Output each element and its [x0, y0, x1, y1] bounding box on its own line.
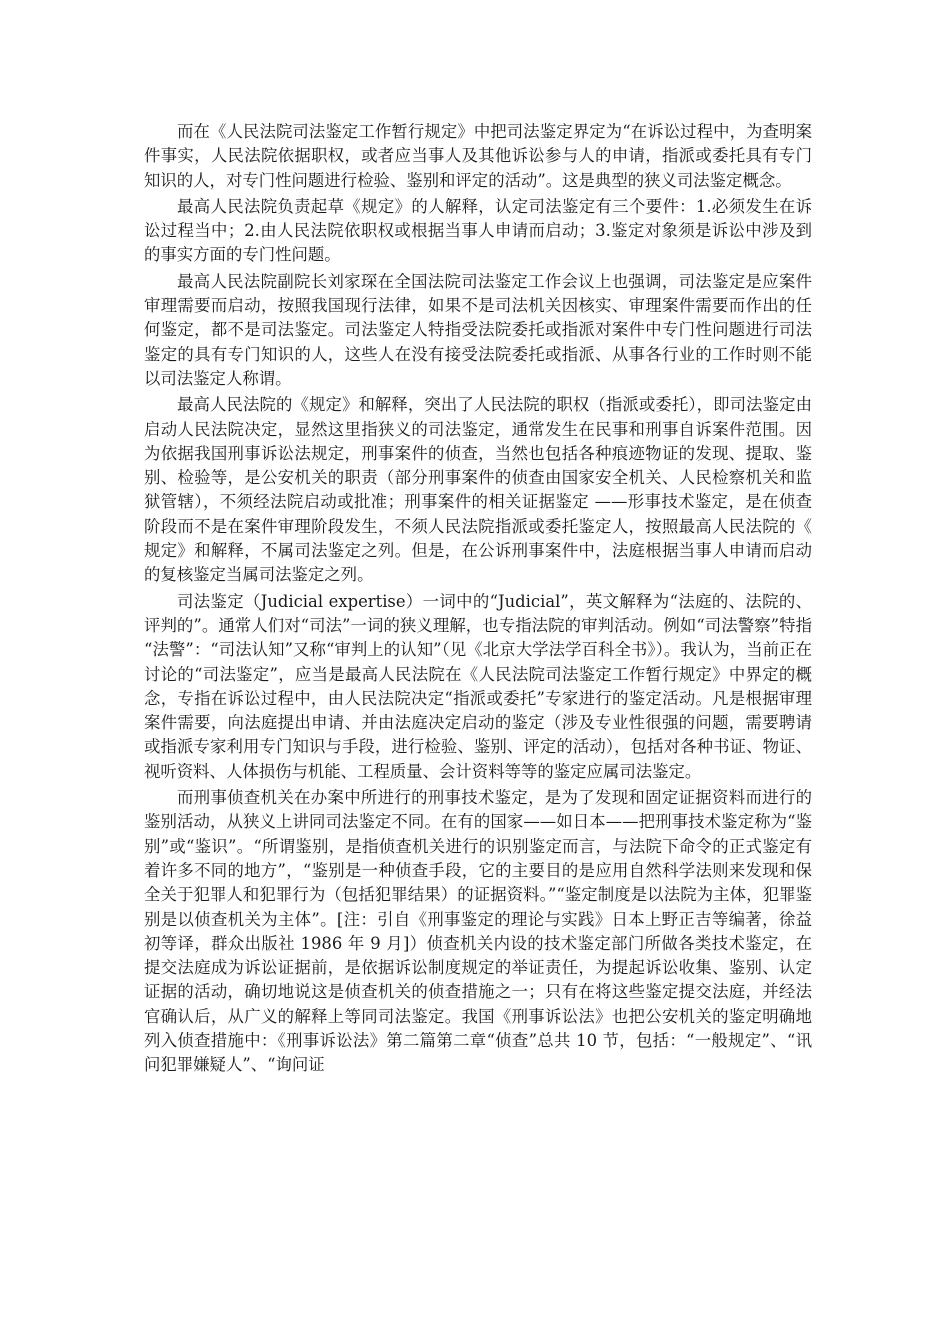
paragraph-5: 司法鉴定（Judicial expertise）一词中的“Judicial”，英文解释为“法庭的、法院的、评判的”。通常人们对“司法”一词的狭义理解，也专指法院的审判活动。例如“司法警察”特指“法警”：“司法认知”又称“审判上的认知”（见《北京大学法学百科全书》）。我认为，当前正在讨论的“司法鉴定”，应当是最高人民法院在《人民法院司法鉴定工作暂行规定》中界定的概念，专指在诉讼过程中，由人民法院决定“指派或委托”专家进行的鉴定活动。凡是根据审理案件需要，向法庭提出申请、并由法庭决定启动的鉴定（涉及专业性很强的问题，需要聘请或指派专家利用专门知识与手段，进行检验、鉴别、评定的活动），包括对各种书证、物证、视听资料、人体损伤与机能、工程质量、会计资料等等的鉴定应属司法鉴定。 — [144, 591, 812, 781]
paragraph-6: 而刑事侦查机关在办案中所进行的刑事技术鉴定，是为了发现和固定证据资料而进行的鉴别活动，从狭义上讲同司法鉴定不同。在有的国家——如日本——把刑事技术鉴定称为“鉴别”或“鉴识”。“所谓鉴别，是指侦查机关进行的识别鉴定而言，与法院下命令的正式鉴定有着许多不同的地方”，“鉴别是一种侦查手段，它的主要目的是应用自然科学法则来发现和保全关于犯罪人和犯罪行为（包括犯罪结果）的证据资料。”“鉴定制度是以法院为主体，犯罪鉴别是以侦查机关为主体”。[注：引自《刑事鉴定的理论与实践》日本上野正吉等编著，徐益初等译，群众出版社 1986 年 9 月]）侦查机关内设的技术鉴定部门所做各类技术鉴定，在提交法庭成为诉讼证据前，是依据诉讼制度规定的举证责任，为提起诉讼收集、鉴别、认定证据的活动，确切地说这是侦查机关的侦查措施之一；只有在将这些鉴定提交法庭，并经法官确认后，从广义的解释上等同司法鉴定。我国《刑事诉讼法》也把公安机关的鉴定明确地列入侦查措施中：《刑事诉讼法》第二篇第二章“侦查”总共 10 节，包括：“一般规定”、“讯问犯罪嫌疑人”、“询问证 — [144, 788, 812, 1075]
paragraph-2: 最高人民法院负责起草《规定》的人解释，认定司法鉴定有三个要件：1.必须发生在诉讼过程当中；2.由人民法院依职权或根据当事人申请而启动；3.鉴定对象须是诉讼中涉及到的事实方面的专门性问题。 — [144, 196, 812, 265]
document-body — [144, 120, 812, 1080]
paragraph-3: 最高人民法院副院长刘家琛在全国法院司法鉴定工作会议上也强调，司法鉴定是应案件审理需要而启动，按照我国现行法律，如果不是司法机关因核实、审理案件需要而作出的任何鉴定，都不是司法鉴定。司法鉴定人特指受法院委托或指派对案件中专门性问题进行司法鉴定的具有专门知识的人，这些人在没有接受法院委托或指派、从事各行业的工作时则不能以司法鉴定人称谓。 — [144, 271, 812, 388]
paragraph-1: 而在《人民法院司法鉴定工作暂行规定》中把司法鉴定界定为“在诉讼过程中，为查明案件事实，人民法院依据职权，或者应当事人及其他诉讼参与人的申请，指派或委托具有专门知识的人，对专门性问题进行检验、鉴别和评定的活动”。这是典型的狭义司法鉴定概念。 — [144, 122, 812, 190]
paragraph-4: 最高人民法院的《规定》和解释，突出了人民法院的职权（指派或委托），即司法鉴定由启动人民法院决定，显然这里指狭义的司法鉴定，通常发生在民事和刑事自诉案件范围。因为依据我国刑事诉讼法规定，刑事案件的侦查，当然也包括各种痕迹物证的发现、提取、鉴别、检验等，是公安机关的职责（部分刑事案件的侦查由国家安全机关、人民检察机关和监狱管辖），不须经法院启动或批准；刑事案件的相关证据鉴定 ——形事技术鉴定，是在侦查阶段而不是在案件审理阶段发生，不须人民法院指派或委托鉴定人，按照最高人民法院的《规定》和解释，不属司法鉴定之列。但是，在公诉刑事案件中，法庭根据当事人申请而启动的复核鉴定当属司法鉴定之列。 — [144, 395, 812, 585]
